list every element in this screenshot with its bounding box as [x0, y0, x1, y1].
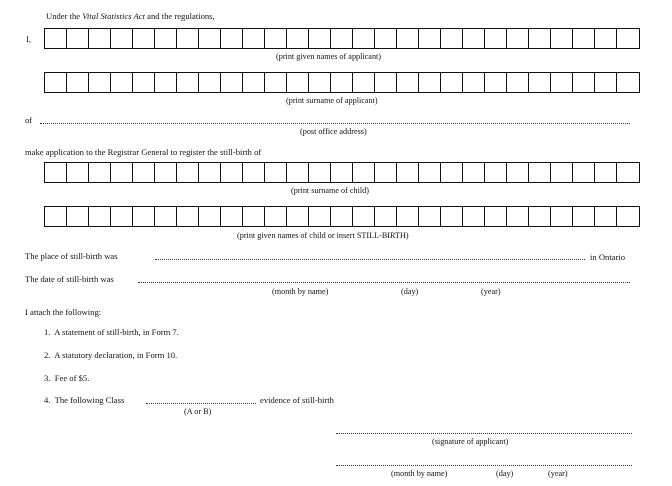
character-box[interactable] [507, 207, 529, 226]
character-box[interactable] [199, 163, 221, 182]
character-box[interactable] [221, 73, 243, 92]
character-box[interactable] [177, 29, 199, 48]
character-box[interactable] [89, 207, 111, 226]
character-box[interactable] [617, 73, 639, 92]
character-box[interactable] [441, 73, 463, 92]
attach-item-text: A statutory declaration, in Form 10. [54, 350, 178, 360]
character-box[interactable] [617, 207, 639, 226]
character-box[interactable] [177, 73, 199, 92]
character-box[interactable] [331, 163, 353, 182]
child-surname-boxes[interactable] [44, 162, 640, 183]
intro-prefix: Under the [46, 11, 81, 21]
character-box[interactable] [441, 29, 463, 48]
character-box[interactable] [397, 29, 419, 48]
i-label: I, [26, 34, 32, 44]
character-box[interactable] [463, 73, 485, 92]
character-box[interactable] [573, 73, 595, 92]
character-box[interactable] [111, 207, 133, 226]
signature-date-line[interactable] [336, 465, 632, 466]
character-box[interactable] [595, 73, 617, 92]
character-box[interactable] [375, 73, 397, 92]
character-box[interactable] [353, 207, 375, 226]
child-surname-caption: (print surname of child) [291, 186, 369, 195]
character-box[interactable] [177, 207, 199, 226]
character-box[interactable] [309, 29, 331, 48]
character-box[interactable] [331, 29, 353, 48]
character-box[interactable] [243, 73, 265, 92]
applicant-surname-boxes[interactable] [44, 72, 640, 93]
character-box[interactable] [45, 73, 67, 92]
date-line[interactable] [138, 282, 630, 283]
attach-item-4 [44, 396, 124, 405]
character-box[interactable] [177, 163, 199, 182]
character-box[interactable] [507, 73, 529, 92]
signature-day-caption: (day) [496, 469, 514, 478]
application-text: make application to the Registrar General to register the still-birth of [25, 147, 262, 157]
character-box[interactable] [45, 207, 67, 226]
character-box[interactable] [287, 207, 309, 226]
address-caption: (post office address) [300, 127, 367, 136]
character-box[interactable] [419, 73, 441, 92]
character-box[interactable] [353, 163, 375, 182]
character-box[interactable] [573, 29, 595, 48]
character-box[interactable] [419, 29, 441, 48]
character-box[interactable] [221, 207, 243, 226]
character-box[interactable] [265, 163, 287, 182]
character-box[interactable] [529, 29, 551, 48]
applicant-given-names-caption: (print given names of applicant) [276, 52, 382, 61]
attach-item-text: The following Class [54, 395, 125, 405]
character-box[interactable] [111, 73, 133, 92]
character-box[interactable] [573, 207, 595, 226]
character-box[interactable] [617, 29, 639, 48]
attach-item-4-suffix: evidence of still-birth [260, 395, 334, 405]
character-box[interactable] [441, 163, 463, 182]
place-line[interactable] [155, 259, 585, 260]
character-box[interactable] [353, 73, 375, 92]
character-box[interactable] [485, 163, 507, 182]
character-box[interactable] [243, 29, 265, 48]
character-box[interactable] [265, 207, 287, 226]
attach-item-num: 2. [44, 350, 51, 360]
character-box[interactable] [221, 29, 243, 48]
class-caption: (A or B) [184, 407, 212, 416]
character-box[interactable] [375, 163, 397, 182]
place-suffix: in Ontario [590, 252, 626, 262]
character-box[interactable] [595, 163, 617, 182]
character-box[interactable] [463, 207, 485, 226]
character-box[interactable] [67, 163, 89, 182]
character-box[interactable] [155, 29, 177, 48]
date-year-caption: (year) [481, 287, 501, 296]
attach-item-num: 4. [44, 395, 51, 405]
character-box[interactable] [111, 163, 133, 182]
character-box[interactable] [155, 207, 177, 226]
character-box[interactable] [529, 73, 551, 92]
character-box[interactable] [155, 73, 177, 92]
character-box[interactable] [89, 29, 111, 48]
attach-item-text: Fee of $5. [54, 373, 90, 383]
character-box[interactable] [375, 207, 397, 226]
character-box[interactable] [287, 163, 309, 182]
character-box[interactable] [67, 29, 89, 48]
character-box[interactable] [287, 73, 309, 92]
of-label: of [25, 115, 33, 125]
character-box[interactable] [133, 207, 155, 226]
character-box[interactable] [133, 73, 155, 92]
character-box[interactable] [111, 29, 133, 48]
character-box[interactable] [551, 29, 573, 48]
date-month-caption: (month by name) [272, 287, 329, 296]
child-given-names-boxes[interactable] [44, 206, 640, 227]
character-box[interactable] [529, 163, 551, 182]
attach-item-3 [44, 374, 89, 383]
character-box[interactable] [287, 29, 309, 48]
signature-month-caption: (month by name) [391, 469, 448, 478]
signature-caption: (signature of applicant) [432, 437, 509, 446]
signature-year-caption: (year) [548, 469, 568, 478]
character-box[interactable] [485, 73, 507, 92]
character-box[interactable] [397, 163, 419, 182]
character-box[interactable] [529, 207, 551, 226]
character-box[interactable] [45, 29, 67, 48]
character-box[interactable] [133, 29, 155, 48]
character-box[interactable] [199, 73, 221, 92]
character-box[interactable] [551, 73, 573, 92]
attach-item-num: 1. [44, 327, 51, 337]
character-box[interactable] [155, 163, 177, 182]
character-box[interactable] [199, 207, 221, 226]
character-box[interactable] [397, 73, 419, 92]
attach-item-num: 3. [44, 373, 51, 383]
character-box[interactable] [309, 207, 331, 226]
character-box[interactable] [199, 29, 221, 48]
attach-item-1 [44, 328, 179, 337]
character-box[interactable] [419, 163, 441, 182]
character-box[interactable] [463, 29, 485, 48]
address-line[interactable] [40, 123, 630, 124]
character-box[interactable] [551, 163, 573, 182]
place-label: The place of still-birth was [25, 251, 118, 261]
applicant-surname-caption: (print surname of applicant) [286, 96, 378, 105]
character-box[interactable] [243, 163, 265, 182]
character-box[interactable] [441, 207, 463, 226]
character-box[interactable] [67, 207, 89, 226]
character-box[interactable] [331, 207, 353, 226]
character-box[interactable] [265, 29, 287, 48]
character-box[interactable] [309, 163, 331, 182]
character-box[interactable] [507, 163, 529, 182]
character-box[interactable] [375, 29, 397, 48]
attach-item-2 [44, 351, 177, 360]
attach-heading: I attach the following: [25, 307, 102, 317]
character-box[interactable] [265, 73, 287, 92]
character-box[interactable] [485, 207, 507, 226]
character-box[interactable] [595, 29, 617, 48]
character-box[interactable] [309, 73, 331, 92]
attach-item-text: A statement of still-birth, in Form 7. [54, 327, 179, 337]
character-box[interactable] [89, 73, 111, 92]
character-box[interactable] [551, 207, 573, 226]
character-box[interactable] [67, 73, 89, 92]
character-box[interactable] [331, 73, 353, 92]
character-box[interactable] [221, 163, 243, 182]
character-box[interactable] [419, 207, 441, 226]
character-box[interactable] [243, 207, 265, 226]
character-box[interactable] [485, 29, 507, 48]
character-box[interactable] [617, 163, 639, 182]
character-box[interactable] [595, 207, 617, 226]
character-box[interactable] [463, 163, 485, 182]
character-box[interactable] [353, 29, 375, 48]
character-box[interactable] [45, 163, 67, 182]
class-line[interactable] [146, 403, 256, 404]
character-box[interactable] [507, 29, 529, 48]
date-day-caption: (day) [401, 287, 419, 296]
character-box[interactable] [89, 163, 111, 182]
act-name: Vital Statistics Act [82, 11, 145, 21]
intro-line [46, 12, 215, 21]
character-box[interactable] [397, 207, 419, 226]
intro-suffix: and the regulations, [147, 11, 215, 21]
date-label: The date of still-birth was [25, 274, 114, 284]
applicant-given-names-boxes[interactable] [44, 28, 640, 49]
signature-line[interactable] [336, 433, 632, 434]
character-box[interactable] [133, 163, 155, 182]
child-given-names-caption: (print given names of child or insert STILL-BIRTH) [237, 231, 409, 240]
character-box[interactable] [573, 163, 595, 182]
